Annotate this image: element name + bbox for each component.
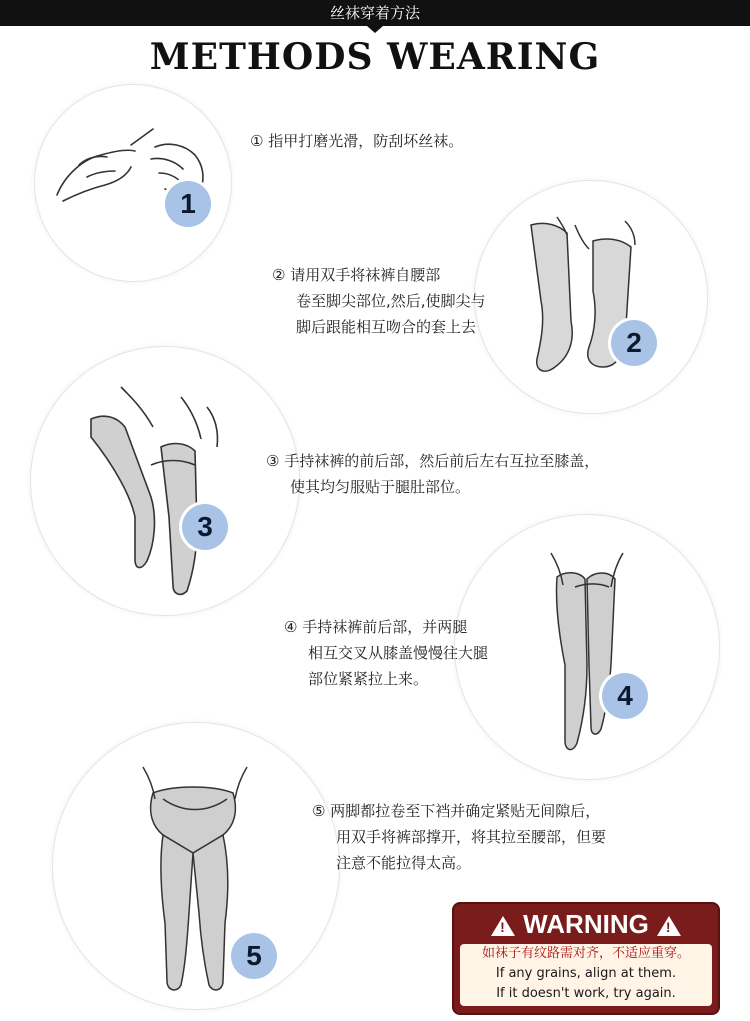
step-2-text xyxy=(272,262,486,340)
warning-header xyxy=(454,904,718,942)
page-title: METHODS WEARING xyxy=(149,36,601,78)
step-4-line-3: 部位紧紧拉上来。 xyxy=(308,670,429,688)
step-5-line-3: 注意不能拉得太高。 xyxy=(336,854,472,872)
step-2-illustration xyxy=(474,180,708,414)
feet-stocking-icon xyxy=(475,181,707,413)
step-2-line-3: 脚后跟能相互吻合的套上去 xyxy=(296,318,477,336)
step-4-text xyxy=(284,614,488,692)
step-2-badge: 2 xyxy=(611,320,657,366)
step-5-illustration xyxy=(52,722,340,1010)
step-3-line-1: ③ 手持袜裤的前后部，然后前后左右互拉至膝盖， xyxy=(266,452,600,470)
header-notch xyxy=(367,26,383,33)
warning-triangle-icon xyxy=(491,916,515,936)
step-3-text xyxy=(266,448,599,500)
step-5-line-2: 用双手将裤部撑开，将其拉至腰部，但要 xyxy=(336,828,607,846)
step-1-illustration xyxy=(34,84,232,282)
step-3-illustration xyxy=(30,346,300,616)
warning-cn-line: 如袜子有纹路需对齐，不适应重穿。 xyxy=(481,946,690,961)
step-1-line-1: ① 指甲打磨光滑，防刮坏丝袜。 xyxy=(250,132,464,150)
warning-en-line-2: If it doesn't work, try again. xyxy=(496,986,676,1001)
warning-en-line-1: If any grains, align at them. xyxy=(495,966,677,981)
warning-triangle-icon xyxy=(657,916,681,936)
step-1-badge: 1 xyxy=(165,181,211,227)
step-4-line-2: 相互交叉从膝盖慢慢往大腿 xyxy=(308,644,489,662)
step-5-badge: 5 xyxy=(231,933,277,979)
hand-filing-nails-icon xyxy=(35,85,231,281)
step-1-text xyxy=(250,128,463,154)
legs-pull-thigh-icon xyxy=(455,515,719,779)
header-tab-label: 丝袜穿着方法 xyxy=(329,4,420,22)
step-4-badge: 4 xyxy=(602,673,648,719)
step-4-illustration xyxy=(454,514,720,780)
step-3-line-2: 使其均匀服贴于腿肚部位。 xyxy=(290,478,471,496)
warning-body xyxy=(460,944,712,1006)
warning-box xyxy=(452,902,720,1015)
step-5-line-1: ⑤ 两脚都拉卷至下裆并确定紧贴无间隙后， xyxy=(312,802,601,820)
legs-pull-waist-icon xyxy=(53,723,339,1009)
step-3-badge: 3 xyxy=(182,504,228,550)
warning-title: WARNING xyxy=(523,909,649,939)
legs-pull-knee-icon xyxy=(31,347,299,615)
step-4-line-1: ④ 手持袜裤前后部，并两腿 xyxy=(284,618,468,636)
step-2-line-1: ② 请用双手将袜裤自腰部 xyxy=(272,266,441,284)
step-5-text xyxy=(312,798,606,876)
step-2-line-2: 卷至脚尖部位,然后,使脚尖与 xyxy=(296,292,486,310)
